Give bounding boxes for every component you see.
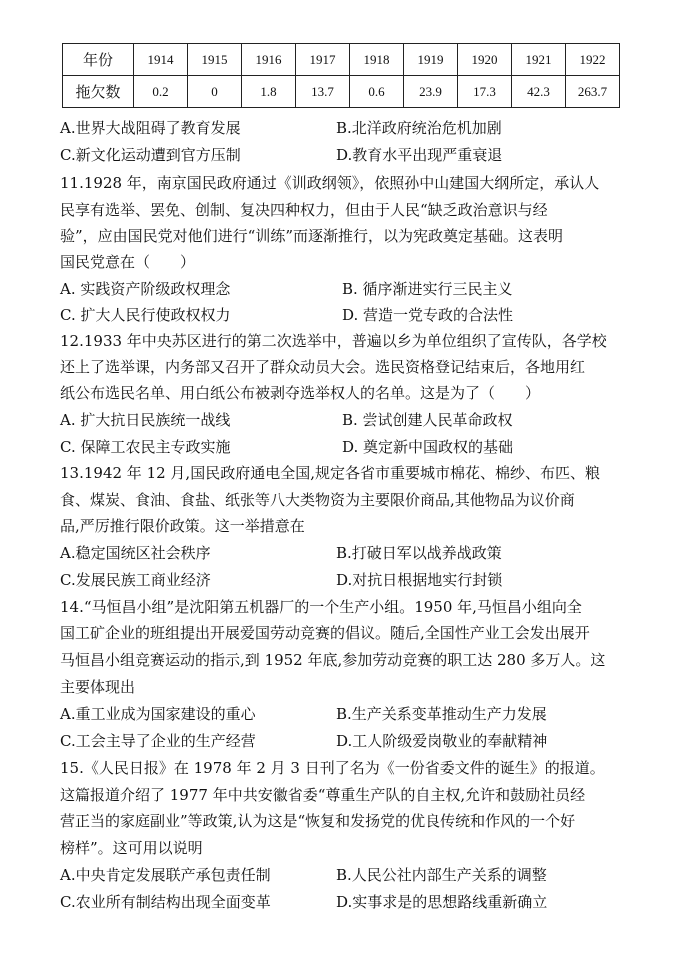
year-cell: 1918: [350, 44, 404, 76]
q11-option-a: A. 实践资产阶级政权理念: [60, 280, 231, 298]
q14-option-b: B.生产关系变革推动生产力发展: [336, 705, 547, 723]
year-cell: 1917: [296, 44, 350, 76]
q15-option-b: B.人民公社内部生产关系的调整: [336, 866, 547, 884]
q14-option-d: D.工人阶级爱岗敬业的奉献精神: [336, 732, 548, 750]
q12-stem-line: 12.1933 年中央苏区进行的第二次选举中，普遍以乡为单位组织了宣传队，各学校: [60, 332, 607, 350]
q15-stem-line: 这篇报道介绍了 1977 年中共安徽省委“尊重生产队的自主权,允许和鼓励社员经: [60, 786, 586, 804]
q15-option-c: C.农业所有制结构出现全面变革: [60, 893, 271, 911]
q15-stem-line: 15.《人民日报》在 1978 年 2 月 3 日刊了名为《一份省委文件的诞生》的报道。: [60, 759, 605, 777]
q14-option-c: C.工会主导了企业的生产经营: [60, 732, 256, 750]
q13-option-c: C.发展民族工商业经济: [60, 571, 211, 589]
arrears-cell: 23.9: [404, 76, 458, 108]
arrears-cell: 42.3: [512, 76, 566, 108]
q13-option-a: A.稳定国统区社会秩序: [60, 544, 211, 562]
arrears-cell: 263.7: [566, 76, 620, 108]
q12-option-c: C. 保障工农民主专政实施: [60, 438, 231, 456]
q11-option-b: B. 循序渐进实行三民主义: [342, 280, 513, 298]
arrears-cell: 0.6: [350, 76, 404, 108]
q10-option-b: B.北洋政府统治危机加剧: [336, 119, 502, 137]
q13-option-b: B.打破日军以战养战政策: [336, 544, 502, 562]
year-cell: 1915: [188, 44, 242, 76]
q12-stem-line: 还上了选举课，内务部又召开了群众动员大会。选民资格登记结束后，各地用红: [60, 358, 586, 376]
q10-option-c: C.新文化运动遭到官方压制: [60, 146, 241, 164]
year-cell: 1914: [134, 44, 188, 76]
arrears-cell: 1.8: [242, 76, 296, 108]
q11-option-d: D. 营造一党专政的合法性: [342, 306, 514, 324]
q12-option-a: A. 扩大抗日民族统一战线: [60, 411, 231, 429]
q13-stem-line: 品,严厉推行限价政策。这一举措意在: [60, 517, 305, 535]
q10-option-d: D.教育水平出现严重衰退: [336, 146, 503, 164]
year-cell: 1919: [404, 44, 458, 76]
q14-stem-line: 国工矿企业的班组提出开展爱国劳动竞赛的倡议。随后,全国性产业工会发出展开: [60, 624, 590, 642]
q11-stem-line: 国民党意在（ ）: [60, 253, 196, 271]
year-cell: 1920: [458, 44, 512, 76]
q11-stem-line: 验”，应由国民党对他们进行“训练”而逐渐推行，以为宪政奠定基础。这表明: [60, 227, 564, 245]
q13-option-d: D.对抗日根据地实行封锁: [336, 571, 503, 589]
q11-stem-line: 11.1928 年，南京国民政府通过《训政纲领》，依照孙中山建国大纲所定，承认人: [60, 174, 600, 192]
table-row-years: [63, 44, 620, 76]
q15-option-a: A.中央肯定发展联产承包责任制: [60, 866, 271, 884]
arrears-cell: 17.3: [458, 76, 512, 108]
q14-stem-line: 马恒昌小组竞赛运动的指示,到 1952 年底,参加劳动竞赛的职工达 280 多万人。这: [60, 651, 606, 669]
q14-option-a: A.重工业成为国家建设的重心: [60, 705, 256, 723]
q10-option-a: A.世界大战阻碍了教育发展: [60, 119, 241, 137]
arrears-table: [62, 43, 620, 108]
row-label-year: 年份: [63, 44, 134, 76]
q12-option-b: B. 尝试创建人民革命政权: [342, 411, 513, 429]
year-cell: 1922: [566, 44, 620, 76]
q12-stem-line: 纸公布选民名单、用白纸公布被剥夺选举权人的名单。这是为了（ ）: [60, 384, 541, 402]
arrears-cell: 0.2: [134, 76, 188, 108]
table-row-arrears: [63, 76, 620, 108]
q15-option-d: D.实事求是的思想路线重新确立: [336, 893, 548, 911]
row-label-arrears: 拖欠数: [63, 76, 134, 108]
q14-stem-line: 主要体现出: [60, 678, 136, 696]
arrears-cell: 0: [188, 76, 242, 108]
q13-stem-line: 食、煤炭、食油、食盐、纸张等八大类物资为主要限价商品,其他物品为议价商: [60, 491, 575, 509]
q11-stem-line: 民享有选举、罢免、创制、复决四种权力，但由于人民“缺乏政治意识与经: [60, 201, 548, 219]
q11-option-c: C. 扩大人民行使政权权力: [60, 306, 231, 324]
arrears-cell: 13.7: [296, 76, 350, 108]
q12-option-d: D. 奠定新中国政权的基础: [342, 438, 514, 456]
q14-stem-line: 14.“马恒昌小组”是沈阳第五机器厂的一个生产小组。1950 年,马恒昌小组向全: [60, 598, 582, 616]
year-cell: 1916: [242, 44, 296, 76]
q13-stem-line: 13.1942 年 12 月,国民政府通电全国,规定各省市重要城市棉花、棉纱、布匹、粮: [60, 464, 600, 482]
q15-stem-line: 榜样”。这可用以说明: [60, 839, 203, 857]
q15-stem-line: 营正当的家庭副业”等政策,认为这是“恢复和发扬党的优良传统和作风的一个好: [60, 812, 576, 830]
year-cell: 1921: [512, 44, 566, 76]
